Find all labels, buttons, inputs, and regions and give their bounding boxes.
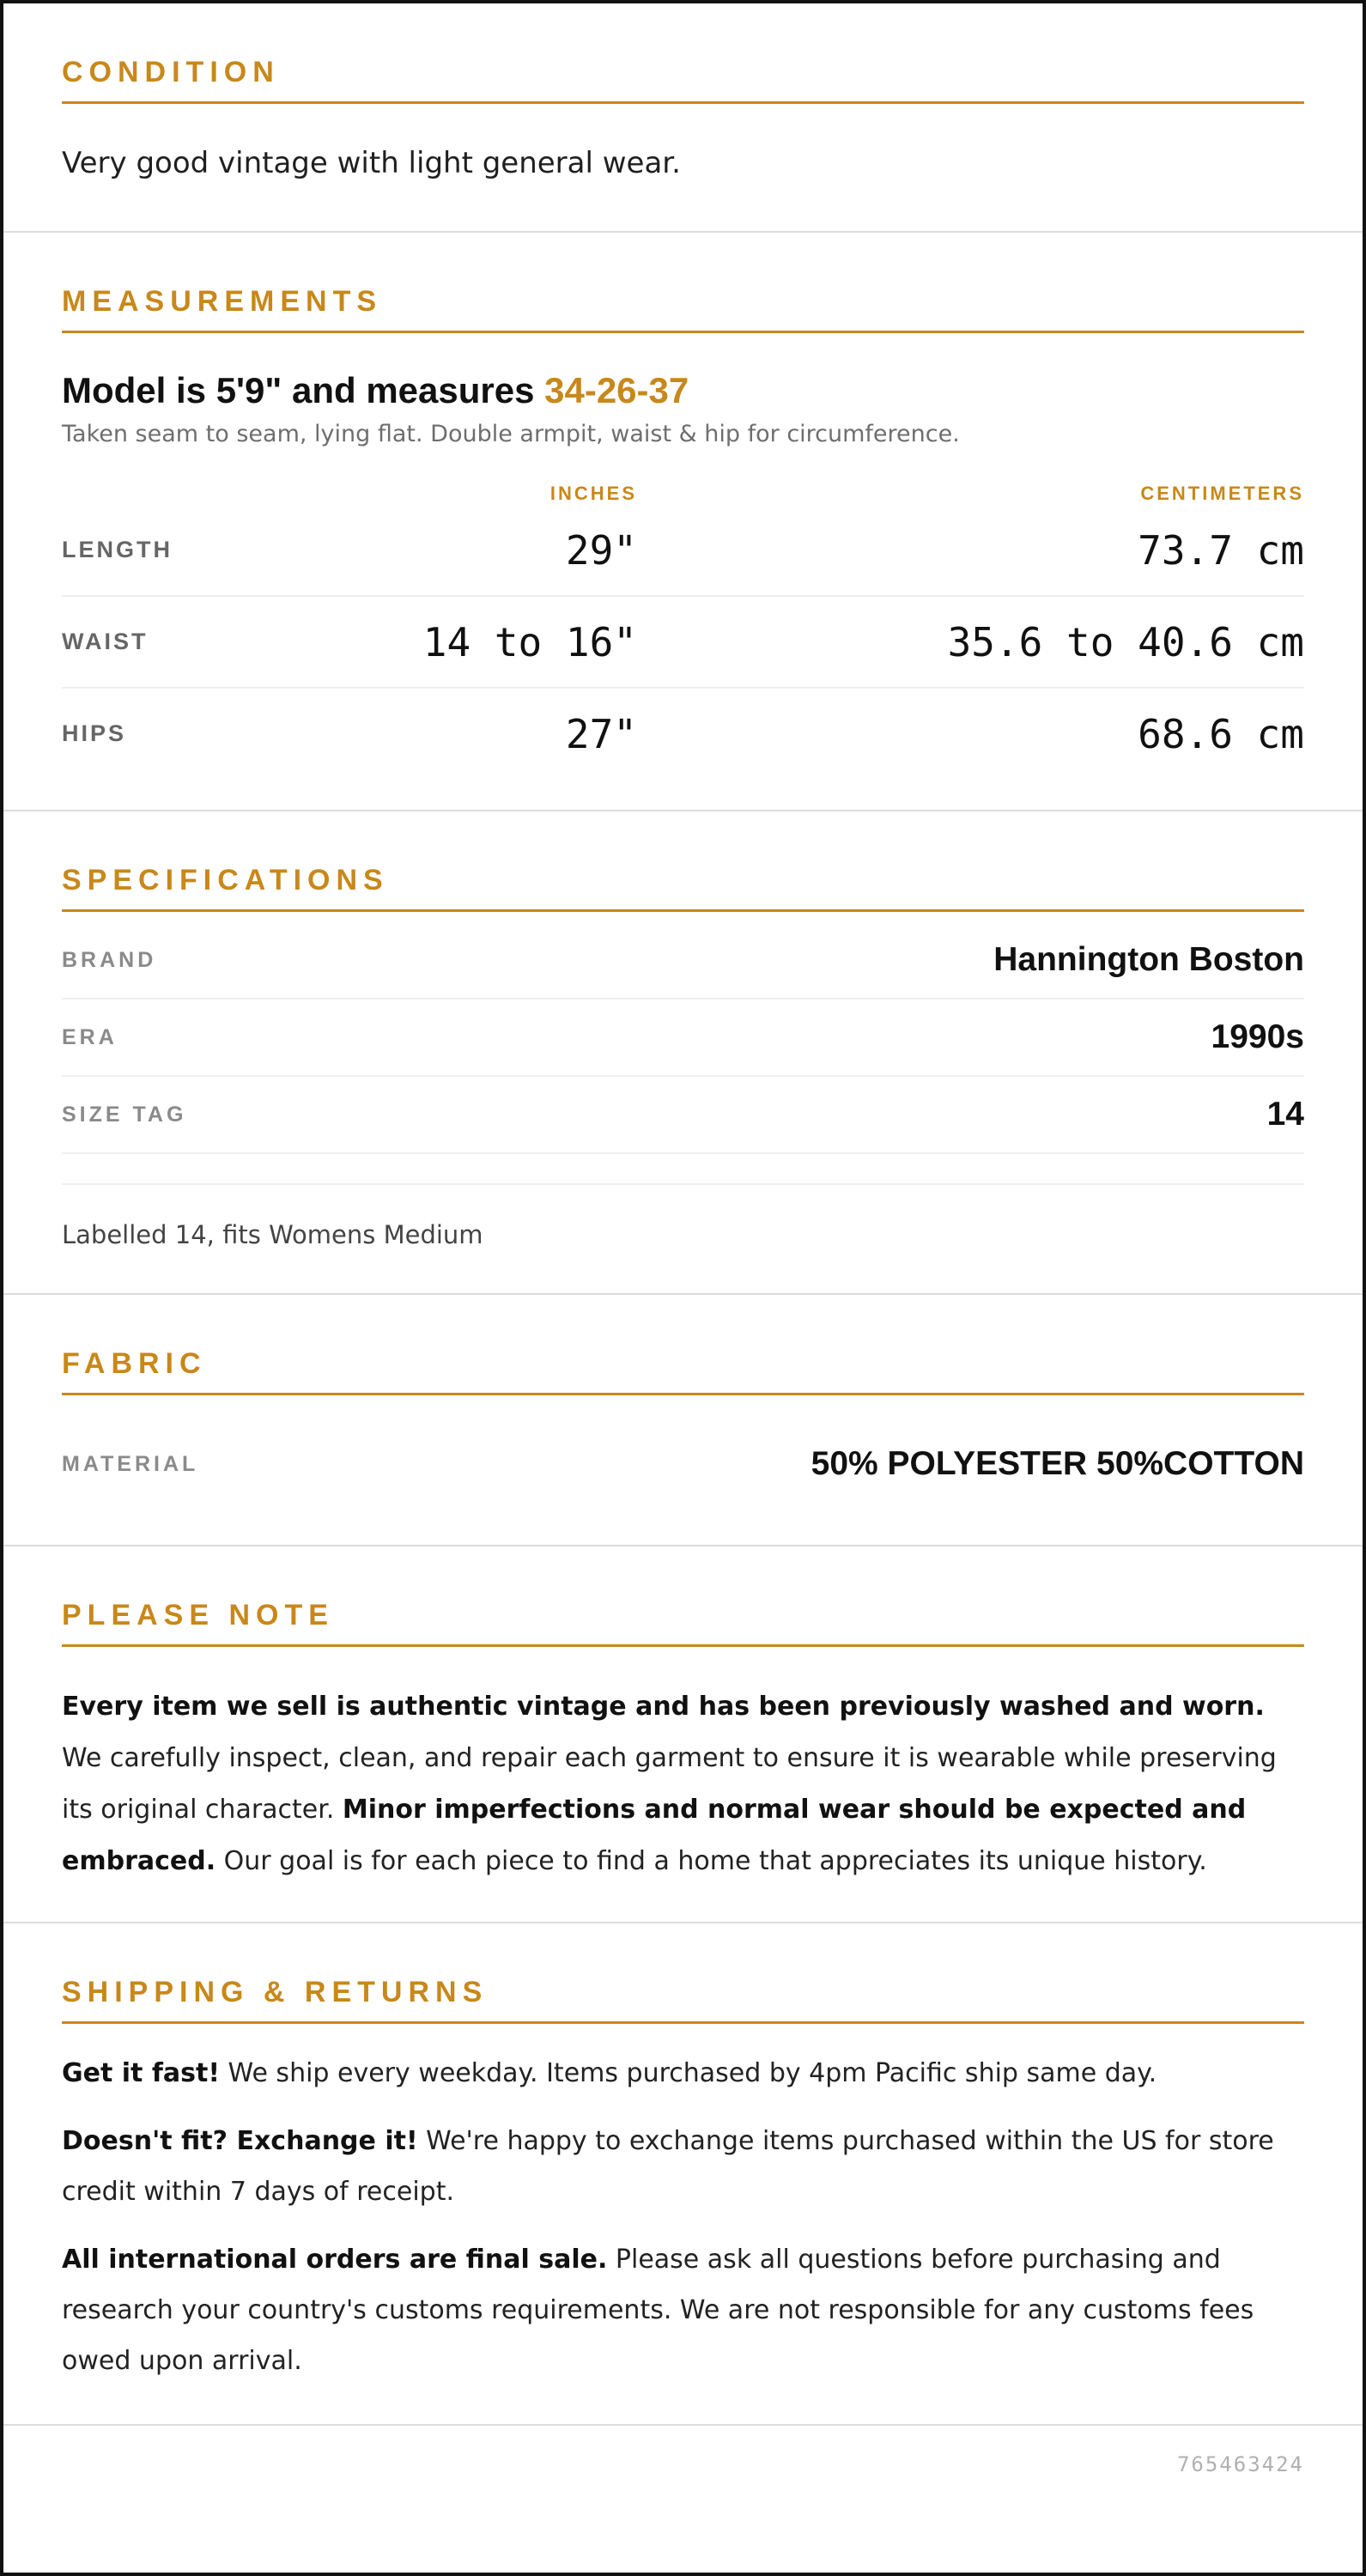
shipping-paragraph-international <box>62 2234 1304 2386</box>
please-note-text <box>62 1647 1304 1922</box>
measurement-inches: 14 to 16" <box>422 618 637 665</box>
specifications-title: SPECIFICATIONS <box>62 811 1304 912</box>
measurements-header <box>62 483 1304 505</box>
measurement-row-length <box>62 505 1304 597</box>
measurement-cm: 68.6 cm <box>1138 710 1304 757</box>
shipping-bold: Get it fast! <box>62 2058 220 2088</box>
measurement-cm: 73.7 cm <box>1138 526 1304 574</box>
spec-value: 14 <box>1266 1096 1304 1133</box>
spec-row-era <box>62 999 1304 1077</box>
fabric-section <box>3 1295 1363 1546</box>
spec-row-brand <box>62 922 1304 999</box>
please-note-section <box>3 1546 1363 1923</box>
measurement-inches: 29" <box>565 526 637 574</box>
centimeters-column-header: CENTIMETERS <box>1140 483 1304 504</box>
measurement-label: WAIST <box>62 629 149 654</box>
note-text-2: Our goal is for each piece to find a home that appreciates its unique history. <box>216 1846 1207 1876</box>
please-note-title: PLEASE NOTE <box>62 1546 1304 1647</box>
spec-label: SIZE TAG <box>62 1102 187 1127</box>
measurement-inches: 27" <box>565 710 637 757</box>
header-spacer <box>62 483 234 505</box>
model-info-prefix: Model is 5'9" and measures <box>62 370 535 410</box>
shipping-paragraph-exchange <box>62 2116 1304 2217</box>
shipping-title: SHIPPING & RETURNS <box>62 1923 1304 2024</box>
size-note: Labelled 14, fits Womens Medium <box>62 1220 483 1249</box>
fabric-row-material <box>62 1426 1304 1502</box>
note-bold-2: Minor imperfections and normal wear should be expected and embraced. <box>62 1795 1247 1876</box>
shipping-bold: Doesn't fit? Exchange it! <box>62 2126 418 2156</box>
measurement-row-waist <box>62 597 1304 689</box>
measurements-section <box>3 233 1363 811</box>
shipping-body <box>62 2024 1304 2424</box>
spec-row-size-tag <box>62 1077 1304 1154</box>
measurements-title: MEASUREMENTS <box>62 233 1304 333</box>
spec-value: Hannington Boston <box>993 941 1304 978</box>
shipping-text: We ship every weekday. Items purchased by 4pm Pacific ship same day. <box>220 2058 1157 2088</box>
inches-column-header: INCHES <box>549 483 637 504</box>
note-bold-1: Every item we sell is authentic vintage and has been previously washed and worn. <box>62 1692 1265 1722</box>
spec-divider <box>62 1154 1304 1185</box>
condition-section <box>3 3 1363 233</box>
fabric-body <box>62 1395 1304 1545</box>
measurement-label: LENGTH <box>62 537 173 562</box>
condition-text: Very good vintage with light general wear. <box>62 146 681 180</box>
model-measures: 34-26-37 <box>544 370 689 410</box>
measurement-cm: 35.6 to 40.6 cm <box>947 618 1304 665</box>
shipping-paragraph-fast <box>62 2048 1304 2099</box>
condition-title: CONDITION <box>62 3 1304 104</box>
measurement-row-hips <box>62 689 1304 779</box>
model-info <box>62 369 1304 412</box>
fabric-value: 50% POLYESTER 50%COTTON <box>810 1445 1304 1482</box>
item-id: 765463424 <box>1176 2452 1304 2476</box>
measurement-label: HIPS <box>62 720 127 746</box>
spec-label: ERA <box>62 1024 118 1049</box>
shipping-section <box>3 1923 1363 2426</box>
shipping-bold: All international orders are final sale. <box>62 2245 608 2275</box>
spec-value: 1990s <box>1211 1018 1304 1055</box>
note-text-1: We carefully inspect, clean, and repair each garment to ensure it is wearable while preserving its original character. <box>62 1743 1277 1825</box>
fabric-title: FABRIC <box>62 1295 1304 1395</box>
measurements-subtitle: Taken seam to seam, lying flat. Double armpit, waist & hip for circumference. <box>62 421 960 447</box>
shipping-text: Please ask all questions before purchasing and research your country's customs requirements. We are not responsible for any customs fees owed upon arrival. <box>62 2245 1254 2376</box>
footer <box>3 2426 1363 2503</box>
spec-label: BRAND <box>62 947 157 972</box>
specifications-section <box>3 811 1363 1295</box>
fabric-label: MATERIAL <box>62 1451 199 1476</box>
shipping-text: We're happy to exchange items purchased within the US for store credit within 7 days of receipt. <box>62 2126 1274 2207</box>
specifications-list <box>62 912 1304 1185</box>
